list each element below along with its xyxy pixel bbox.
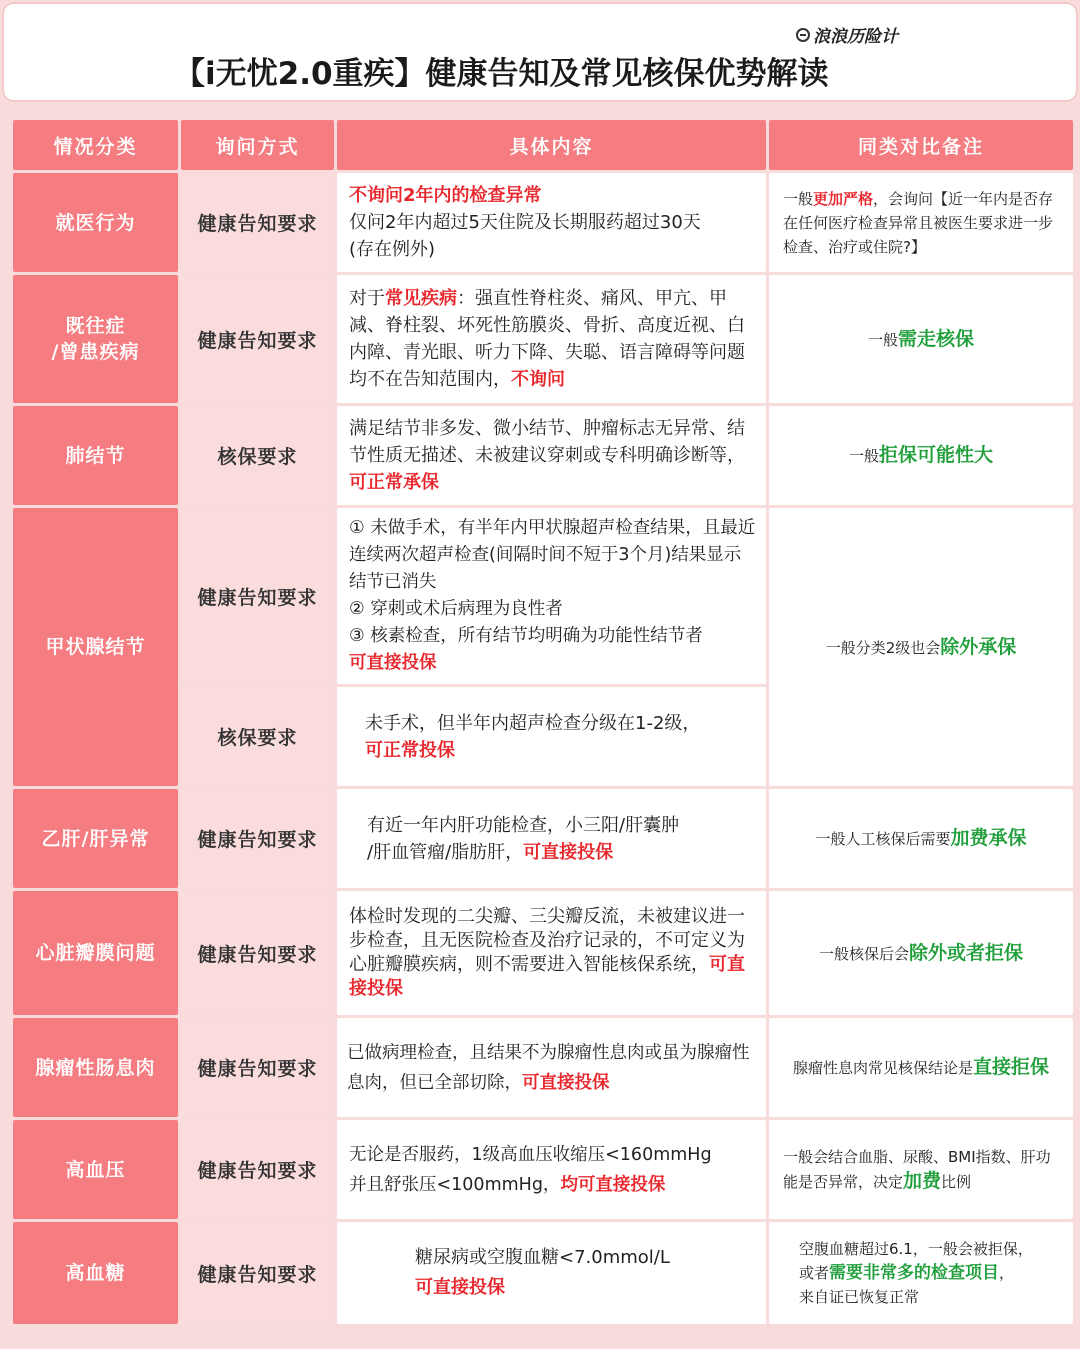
row-method: 健康告知要求 bbox=[181, 1018, 334, 1117]
brand-logo-icon bbox=[796, 28, 810, 42]
row-method: 健康告知要求 bbox=[181, 1222, 334, 1324]
table-row bbox=[13, 173, 1073, 272]
row-note bbox=[769, 275, 1073, 403]
row-category: 腺瘤性肠息肉 bbox=[13, 1018, 178, 1117]
note-text: 一般 bbox=[848, 447, 879, 465]
content-item: ② 穿刺或术后病理为良性者 bbox=[349, 599, 563, 619]
table-row bbox=[13, 406, 1073, 505]
header-category: 情况分类 bbox=[13, 120, 178, 170]
content-text: 未手术，但半年内超声检查分级在1-2级， bbox=[365, 712, 701, 734]
note-text: 一般人工核保后需要 bbox=[815, 830, 951, 848]
row-category: 高血糖 bbox=[13, 1222, 178, 1324]
note-text: 一般 bbox=[783, 189, 814, 208]
content-text: /肝血管瘤/脂肪肝， bbox=[367, 841, 524, 863]
row-category bbox=[13, 275, 178, 403]
content-highlight: 可直接投保 bbox=[523, 841, 614, 863]
content-text: 满足结节非多发、微小结节、肿瘤标志无异常、结节性质无描述、未被建议穿刺或专科明确诊断等， bbox=[349, 418, 745, 466]
content-text: 仅问2年内超过5天住院及长期服药超过30天 bbox=[349, 212, 701, 233]
content-highlight: 可直接投保 bbox=[349, 653, 437, 673]
content-highlight: 常见疾病 bbox=[385, 288, 457, 309]
row-note bbox=[769, 789, 1073, 888]
row-note bbox=[769, 1222, 1073, 1324]
category-line: 既往症 bbox=[65, 315, 126, 337]
content-highlight: 可直接投保 bbox=[415, 1277, 505, 1298]
row-category: 甲状腺结节 bbox=[13, 508, 178, 786]
title-card bbox=[2, 2, 1078, 102]
content-highlight: 可直接投保 bbox=[522, 1072, 610, 1093]
content-highlight: 可正常承保 bbox=[349, 472, 439, 493]
row-category: 高血压 bbox=[13, 1120, 178, 1219]
row-category: 就医行为 bbox=[13, 173, 178, 272]
note-text: 一般分类2级也会 bbox=[825, 638, 941, 657]
note-highlight: 需要非常多的检查项目 bbox=[829, 1263, 1000, 1283]
content-highlight: 可正常投保 bbox=[365, 739, 455, 761]
content-item: ③ 核素检查，所有结节均明确为功能性结节者 bbox=[349, 626, 703, 646]
content-highlight: 均可直接投保 bbox=[560, 1174, 666, 1195]
brand-name: 浪浪历险计 bbox=[813, 27, 898, 47]
note-text: ，会询问【近一年内是否存在任何医疗检查异常且被医生要求进一步检查、治疗或住院?】 bbox=[783, 189, 1054, 256]
row-method: 健康告知要求 bbox=[181, 789, 334, 888]
note-text: 腺瘤性息肉常见核保结论是 bbox=[792, 1059, 973, 1077]
row-category: 乙肝/肝异常 bbox=[13, 789, 178, 888]
note-text: ， bbox=[999, 1264, 1015, 1282]
row-content bbox=[337, 406, 766, 505]
row-method: 核保要求 bbox=[181, 406, 334, 505]
note-text: 或者 bbox=[799, 1264, 830, 1282]
row-method: 核保要求 bbox=[181, 687, 334, 786]
row-note bbox=[769, 173, 1073, 272]
content-highlight: 可直接投保 bbox=[349, 954, 745, 999]
note-text: 一般会结合血脂、尿酸、BMI指数、肝功能是否异常，决定 bbox=[783, 1148, 1051, 1191]
row-note bbox=[769, 1018, 1073, 1117]
header-note: 同类对比备注 bbox=[769, 120, 1073, 170]
table-row bbox=[13, 789, 1073, 888]
row-method: 健康告知要求 bbox=[181, 1120, 334, 1219]
content-highlight: 不询问 bbox=[511, 369, 565, 390]
row-content bbox=[337, 687, 766, 786]
content-text: 体检时发现的二尖瓣、三尖瓣反流，未被建议进一步检查，且无医院检查及治疗记录的，不可定义为心脏瓣膜疾病，则不需要进入智能核保系统， bbox=[349, 906, 745, 975]
table-row bbox=[13, 275, 1073, 403]
note-highlight: 除外承保 bbox=[940, 635, 1017, 658]
row-method: 健康告知要求 bbox=[181, 275, 334, 403]
row-method: 健康告知要求 bbox=[181, 508, 334, 684]
table-row bbox=[13, 1120, 1073, 1219]
table-row bbox=[13, 891, 1073, 1015]
table-header-row bbox=[13, 120, 1073, 170]
header-content: 具体内容 bbox=[337, 120, 766, 170]
note-text: 一般核保后会 bbox=[818, 944, 909, 963]
content-text: 有近一年内肝功能检查，小三阳/肝囊肿 bbox=[367, 814, 680, 836]
note-highlight: 需走核保 bbox=[898, 327, 975, 350]
note-highlight: 直接拒保 bbox=[973, 1056, 1050, 1078]
row-content bbox=[337, 789, 766, 888]
row-note bbox=[769, 891, 1073, 1015]
content-text: 糖尿病或空腹血糖<7.0mmol/L bbox=[415, 1247, 670, 1268]
row-category: 肺结节 bbox=[13, 406, 178, 505]
row-content bbox=[337, 1018, 766, 1117]
content-text: 已做病理检查，且结果不为腺瘤性息肉或虽为腺瘤性息肉，但已全部切除， bbox=[347, 1042, 750, 1093]
content-text: 对于 bbox=[349, 288, 385, 309]
row-content bbox=[337, 275, 766, 403]
note-highlight: 加费 bbox=[903, 1170, 942, 1192]
comparison-table bbox=[10, 117, 1076, 1327]
note-text: 空腹血糖超过6.1，一般会被拒保， bbox=[799, 1240, 1033, 1258]
content-text: ：强直性脊柱炎、痛风、甲亢、甲减、脊柱裂、坏死性筋膜炎、骨折、高度近视、白内障、青光眼、听力下降、失聪、语言障碍等问题均不在告知范围内， bbox=[349, 288, 745, 390]
row-content bbox=[337, 1120, 766, 1219]
brand-watermark bbox=[796, 22, 898, 47]
note-text: 一般 bbox=[867, 330, 898, 349]
table-row bbox=[13, 1018, 1073, 1117]
row-category: 心脏瓣膜问题 bbox=[13, 891, 178, 1015]
table-row bbox=[13, 1222, 1073, 1324]
row-note bbox=[769, 1120, 1073, 1219]
note-text: 来自证已恢复正常 bbox=[799, 1288, 920, 1306]
note-highlight: 加费承保 bbox=[950, 827, 1027, 849]
row-method: 健康告知要求 bbox=[181, 173, 334, 272]
row-note bbox=[769, 406, 1073, 505]
row-method: 健康告知要求 bbox=[181, 891, 334, 1015]
content-item: ① 未做手术，有半年内甲状腺超声检查结果，且最近连续两次超声检查(间隔时间不短于3个月)结果显示结节已消失 bbox=[349, 518, 756, 592]
content-text: 无论是否服药，1级高血压收缩压<160mmHg bbox=[349, 1144, 712, 1165]
note-text: 比例 bbox=[941, 1173, 972, 1191]
row-content bbox=[337, 1222, 766, 1324]
content-text: (存在例外) bbox=[349, 239, 436, 260]
note-highlight: 更加严格 bbox=[813, 189, 874, 208]
note-highlight: 拒保可能性大 bbox=[879, 444, 994, 466]
header-method: 询问方式 bbox=[181, 120, 334, 170]
row-content bbox=[337, 891, 766, 1015]
row-note bbox=[769, 508, 1073, 786]
content-highlight: 不询问2年内的检查异常 bbox=[349, 185, 542, 206]
table-row bbox=[13, 508, 1073, 684]
row-content bbox=[337, 173, 766, 272]
note-highlight: 除外或者拒保 bbox=[909, 941, 1024, 964]
content-text: 并且舒张压<100mmHg， bbox=[349, 1174, 561, 1195]
category-line: /曾患疾病 bbox=[51, 341, 140, 363]
page-title: 【i无忧2.0重疾】健康告知及常见核保优势解读 bbox=[174, 56, 829, 92]
row-content bbox=[337, 508, 766, 684]
